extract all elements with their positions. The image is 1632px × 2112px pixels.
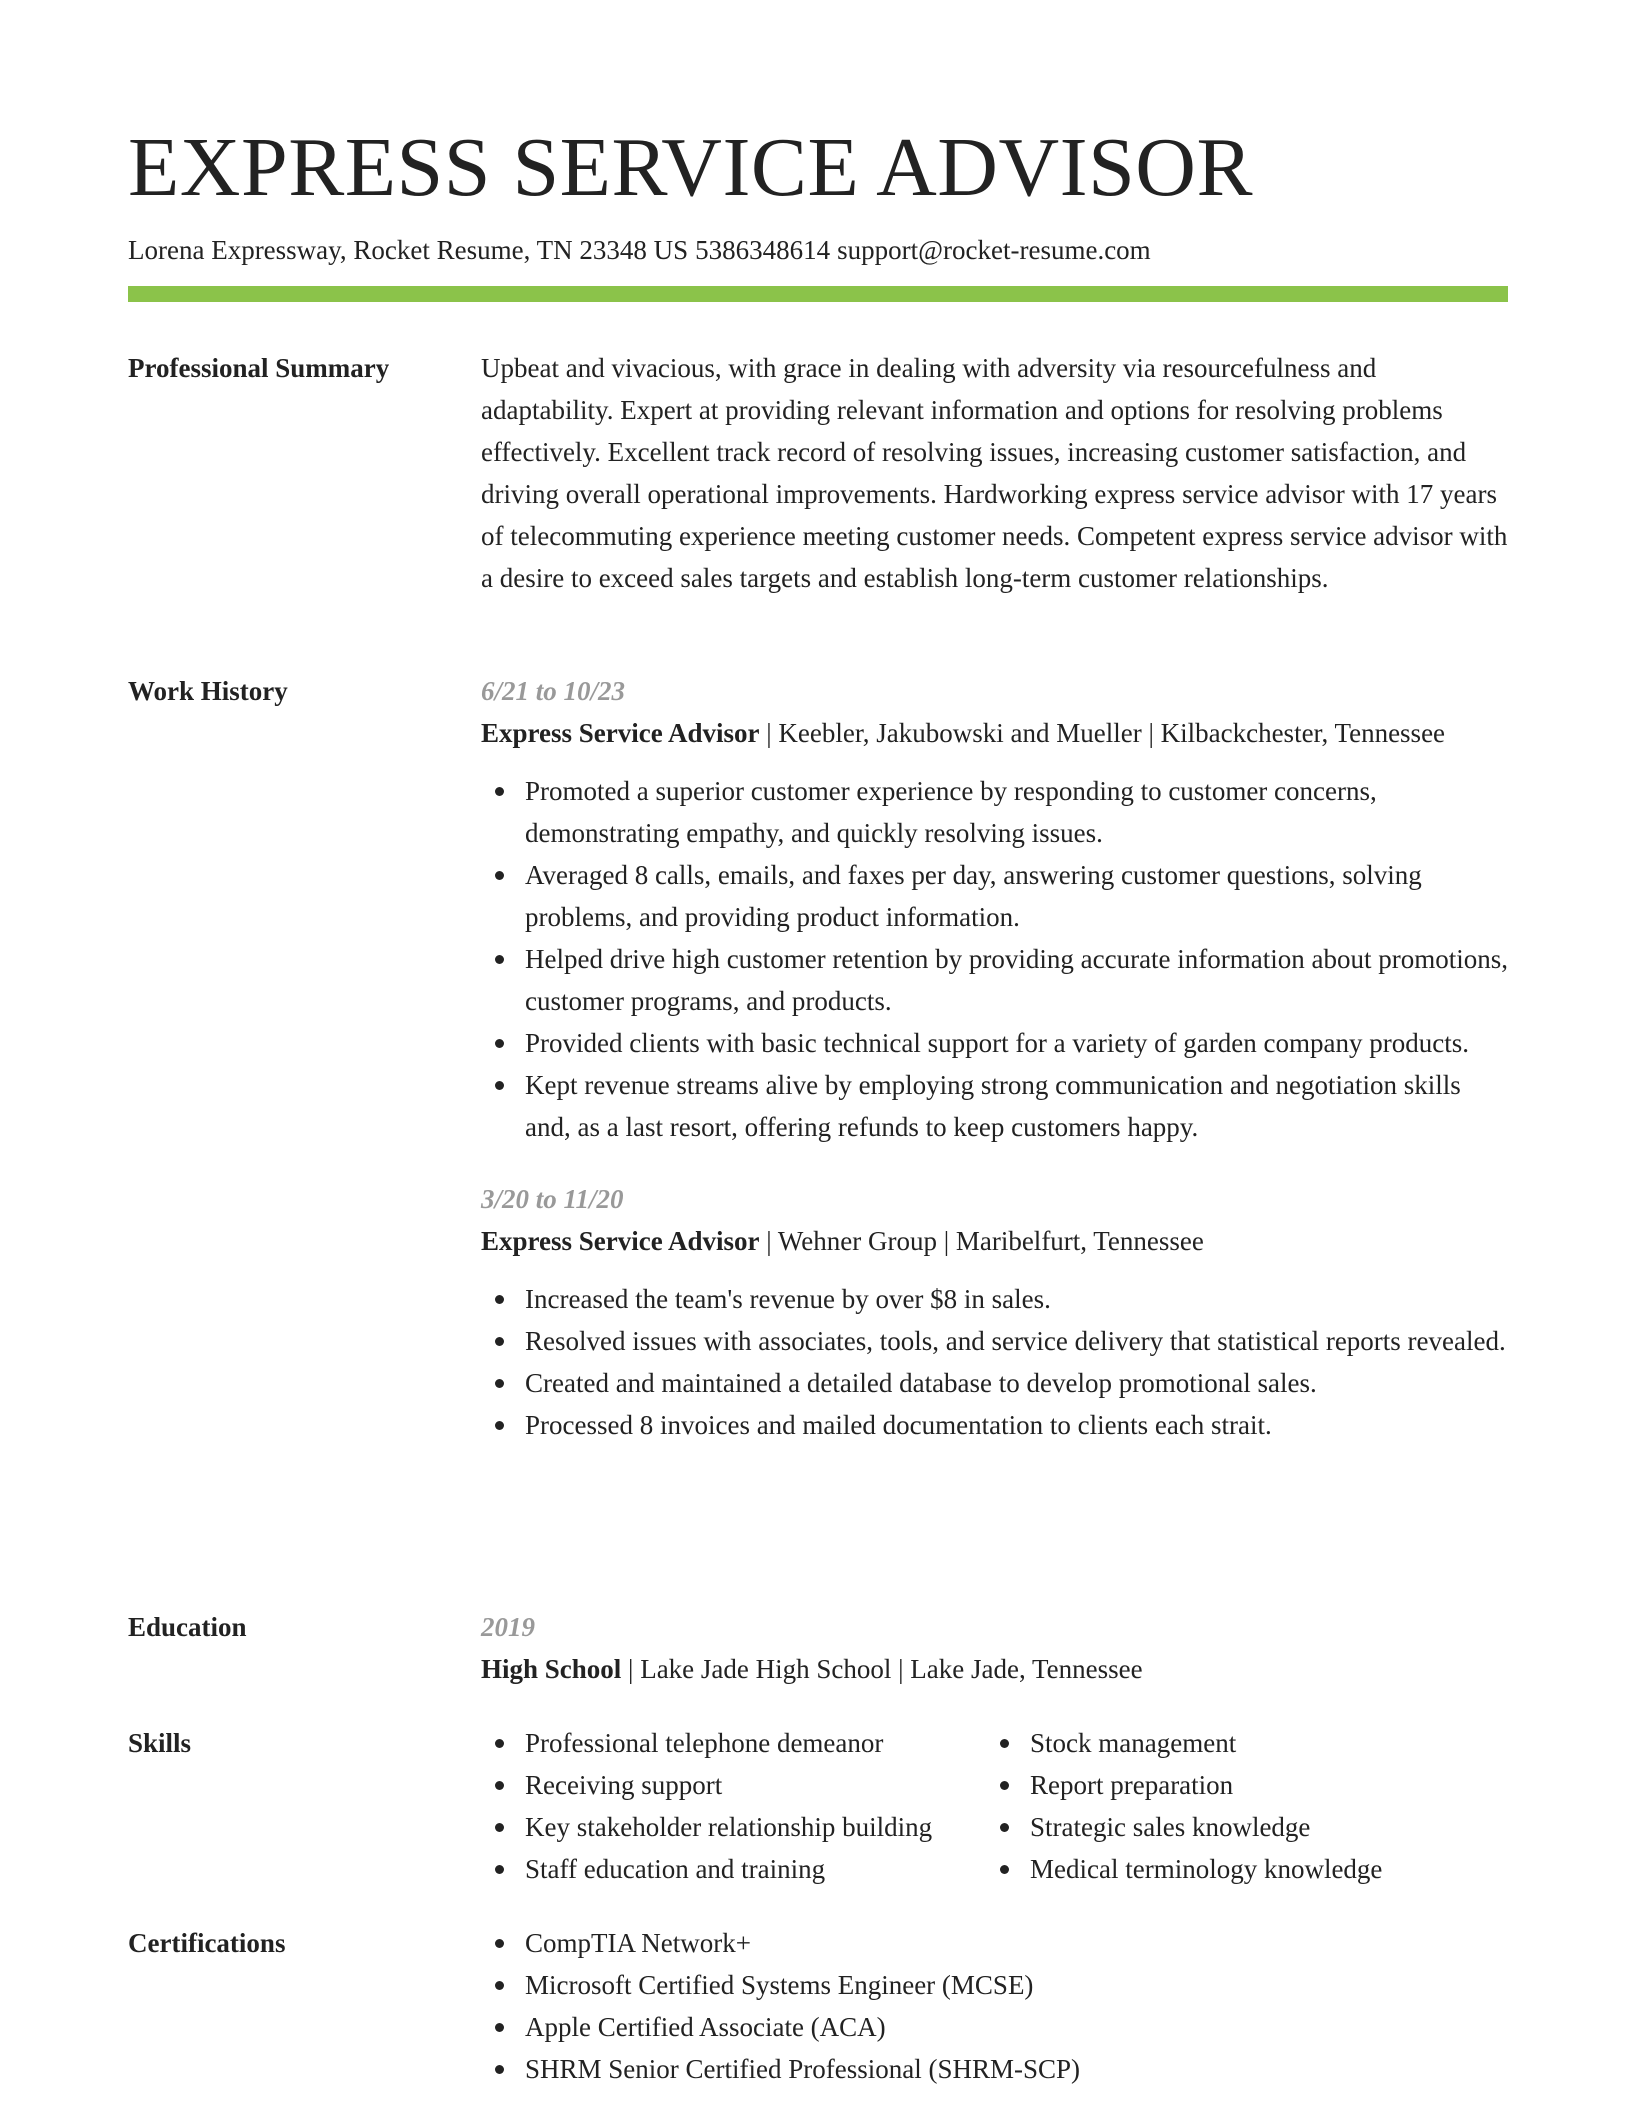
contact-line: [128, 232, 1151, 268]
list-item: Helped drive high customer retention by providing accurate information about promotions, customer programs, and products.: [481, 938, 1508, 1022]
education-heading: [481, 1648, 1508, 1690]
contact-phone: 5386348614: [695, 235, 831, 265]
list-item: Report preparation: [986, 1764, 1486, 1806]
job-entry: [481, 1178, 1508, 1446]
job-heading: [481, 1220, 1508, 1262]
list-item: Processed 8 invoices and mailed documentation to clients each strait.: [481, 1404, 1508, 1446]
certifications-list: [481, 1922, 1508, 2090]
list-item: CompTIA Network+: [481, 1922, 1508, 1964]
list-item: Staff education and training: [481, 1848, 986, 1890]
section-label-certifications: Certifications: [128, 1928, 286, 1958]
list-item: Averaged 8 calls, emails, and faxes per day, answering customer questions, solving problems, and providing product information.: [481, 854, 1508, 938]
list-item: Kept revenue streams alive by employing strong communication and negotiation skills and, as a last resort, offering refunds to keep customers happy.: [481, 1064, 1508, 1148]
list-item: Apple Certified Associate (ACA): [481, 2006, 1508, 2048]
education-degree: High School: [481, 1654, 622, 1684]
list-item: Key stakeholder relationship building: [481, 1806, 986, 1848]
job-bullets: [481, 1278, 1508, 1446]
job-heading: [481, 712, 1508, 754]
certifications-body: [481, 1922, 1508, 2090]
list-item: Medical terminology knowledge: [986, 1848, 1486, 1890]
summary-text: Upbeat and vivacious, with grace in dealing with adversity via resourcefulness and adaptability. Expert at providing relevant information and options for resolving problems effectively. Excellent track record of resolving issues, increasing customer satisfaction, and driving overall operational improvements. Hardworking express service advisor with 17 years of telecommuting experience meeting customer needs. Competent express service advisor with a desire to exceed sales targets and establish long-term customer relationships.: [481, 353, 1508, 593]
list-item: Resolved issues with associates, tools, and service delivery that statistical reports revealed.: [481, 1320, 1508, 1362]
list-item: Provided clients with basic technical support for a variety of garden company products.: [481, 1022, 1508, 1064]
contact-email: support@rocket-resume.com: [837, 235, 1151, 265]
job-bullets: [481, 770, 1508, 1148]
job-title: Express Service Advisor: [481, 718, 760, 748]
section-label-skills: Skills: [128, 1728, 192, 1758]
education-body: [481, 1606, 1508, 1690]
list-item: Microsoft Certified Systems Engineer (MCSE): [481, 1964, 1508, 2006]
list-item: Receiving support: [481, 1764, 986, 1806]
job-dates: 6/21 to 10/23: [481, 676, 626, 706]
list-item: Promoted a superior customer experience by responding to customer concerns, demonstrating empathy, and quickly resolving issues.: [481, 770, 1508, 854]
skills-columns: [481, 1722, 1508, 1890]
header-divider: [128, 286, 1508, 302]
job-entry: [481, 670, 1508, 1148]
job-details: | Wehner Group | Maribelfurt, Tennessee: [759, 1226, 1204, 1256]
resume-title: EXPRESS SERVICE ADVISOR: [128, 121, 1253, 214]
job-title: Express Service Advisor: [481, 1226, 760, 1256]
section-label-summary: Professional Summary: [128, 353, 390, 383]
list-item: SHRM Senior Certified Professional (SHRM-SCP): [481, 2048, 1508, 2090]
work-history-body: [481, 670, 1508, 1446]
job-details: | Keebler, Jakubowski and Mueller | Kilbackchester, Tennessee: [759, 718, 1446, 748]
education-details: | Lake Jade High School | Lake Jade, Tennessee: [621, 1654, 1143, 1684]
education-year: 2019: [481, 1612, 535, 1642]
job-dates: 3/20 to 11/20: [481, 1184, 624, 1214]
skills-list-right: [986, 1722, 1486, 1890]
section-label-education: Education: [128, 1612, 247, 1642]
contact-address: Lorena Expressway, Rocket Resume, TN 23348 US: [128, 235, 689, 265]
list-item: Professional telephone demeanor: [481, 1722, 986, 1764]
skills-list-left: [481, 1722, 986, 1890]
section-label-work: Work History: [128, 676, 288, 706]
list-item: Increased the team's revenue by over $8 in sales.: [481, 1278, 1508, 1320]
list-item: Strategic sales knowledge: [986, 1806, 1486, 1848]
list-item: Stock management: [986, 1722, 1486, 1764]
list-item: Created and maintained a detailed database to develop promotional sales.: [481, 1362, 1508, 1404]
